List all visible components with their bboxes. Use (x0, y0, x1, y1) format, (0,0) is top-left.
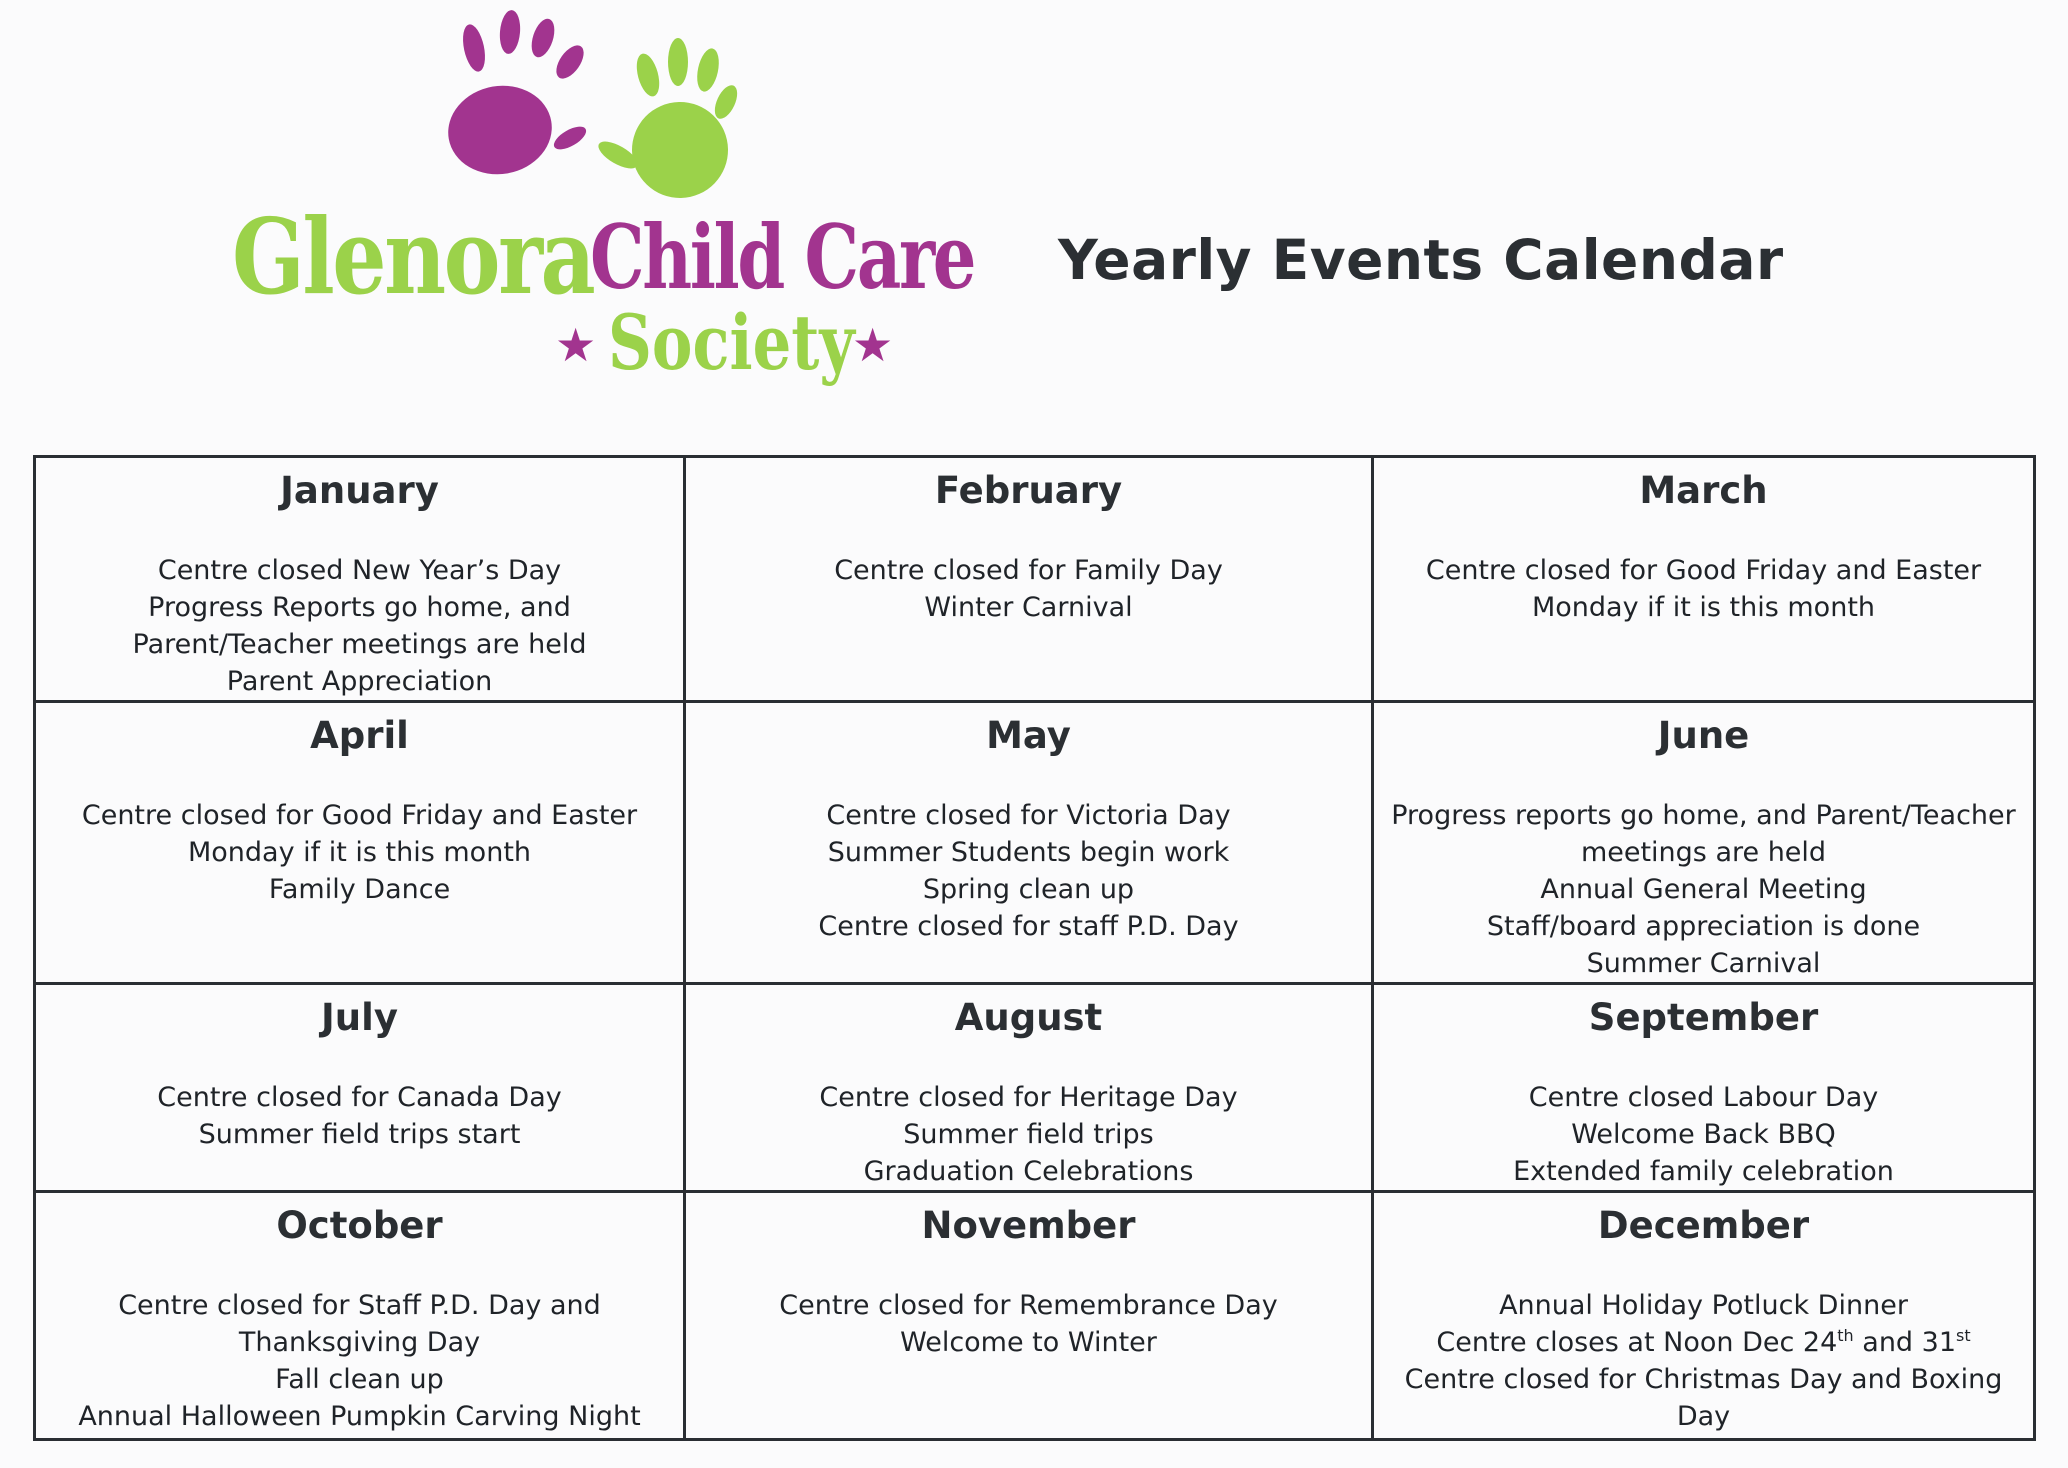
event-item: Progress Reports go home, and Parent/Teacher meetings are held (132, 592, 587, 660)
month-cell-april (35, 702, 685, 984)
event-text: Centre closes at Noon Dec 24 (1436, 1327, 1838, 1358)
event-item: Fall clean up (275, 1364, 444, 1395)
event-item: Centre closed for staff P.D. Day (818, 911, 1239, 942)
calendar-row (35, 984, 2035, 1192)
event-list (1382, 1079, 2025, 1190)
event-list (1382, 1287, 2025, 1435)
event-item: Summer field trips (903, 1119, 1154, 1150)
event-item: Annual Halloween Pumpkin Carving Night (78, 1401, 641, 1432)
month-title: July (321, 996, 398, 1039)
event-item: Summer field trips start (198, 1119, 521, 1150)
event-item: Centre closed for Family Day (834, 555, 1223, 586)
event-item: Winter Carnival (924, 592, 1133, 623)
month-cell-november (685, 1192, 1373, 1440)
ordinal-suffix: st (1956, 1326, 1971, 1345)
event-item: Centre closed for Staff P.D. Day and Thanksgiving Day (118, 1290, 601, 1358)
month-title: October (276, 1204, 443, 1247)
event-list (44, 1079, 675, 1153)
month-cell-december (1373, 1192, 2035, 1440)
event-list (694, 552, 1363, 626)
glenora-logo (0, 0, 1000, 440)
event-list (44, 552, 675, 700)
event-item: Summer Students begin work (827, 837, 1230, 868)
event-list (694, 797, 1363, 945)
event-item: Summer Carnival (1586, 948, 1821, 979)
event-item: Spring clean up (922, 874, 1135, 905)
event-list (1382, 797, 2025, 982)
event-item: Parent Appreciation (226, 666, 493, 697)
month-cell-june (1373, 702, 2035, 984)
event-item: Family Dance (268, 874, 451, 905)
event-list (44, 797, 675, 908)
event-item: Centre closed Labour Day (1528, 1082, 1879, 1113)
ordinal-suffix: th (1837, 1326, 1854, 1345)
logo-glenora-text: Glenora (232, 195, 594, 318)
month-title: March (1639, 469, 1768, 512)
star-icon: ★ (852, 318, 894, 372)
calendar-row (35, 1192, 2035, 1440)
event-list (694, 1079, 1363, 1190)
event-item: Centre closed for Victoria Day (826, 800, 1231, 831)
event-item: Progress reports go home, and Parent/Teacher meetings are held (1391, 800, 2016, 868)
event-text: and 31 (1853, 1327, 1957, 1358)
event-item: Graduation Celebrations (863, 1156, 1194, 1187)
month-cell-october (35, 1192, 685, 1440)
month-cell-february (685, 457, 1373, 702)
month-title: August (954, 996, 1103, 1039)
month-title: February (934, 469, 1123, 512)
event-list (1382, 552, 2025, 626)
month-cell-july (35, 984, 685, 1192)
calendar-row (35, 702, 2035, 984)
event-item: Extended family celebration (1513, 1156, 1894, 1187)
event-item (1382, 1324, 2025, 1361)
month-cell-january (35, 457, 685, 702)
event-item: Centre closed for Heritage Day (819, 1082, 1238, 1113)
event-item: Centre closed New Year’s Day (157, 555, 562, 586)
event-item: Centre closed for Good Friday and Easter Monday if it is this month (1425, 555, 1982, 623)
month-title: September (1588, 996, 1819, 1039)
month-title: December (1597, 1204, 1810, 1247)
logo-society-text: Society (608, 298, 855, 387)
event-item: Centre closed for Christmas Day and Boxing Day (1404, 1364, 2003, 1432)
event-item: Centre closed for Remembrance Day (779, 1290, 1278, 1321)
month-cell-august (685, 984, 1373, 1192)
event-item: Welcome to Winter (900, 1327, 1157, 1358)
month-cell-may (685, 702, 1373, 984)
month-title: May (986, 714, 1071, 757)
month-title: November (921, 1204, 1136, 1247)
event-list (44, 1287, 675, 1435)
event-list (694, 1287, 1363, 1361)
page-title: Yearly Events Calendar (1058, 228, 1784, 292)
event-item: Welcome Back BBQ (1571, 1119, 1836, 1150)
event-item: Annual General Meeting (1540, 874, 1867, 905)
purple-handprint-icon (441, 9, 589, 182)
month-title: April (310, 714, 409, 757)
calendar-row (35, 457, 2035, 702)
green-handprint-icon (594, 38, 741, 206)
event-item: Centre closed for Canada Day (157, 1082, 562, 1113)
event-item: Annual Holiday Potluck Dinner (1499, 1290, 1908, 1321)
logo-childcare-text: Child Care (590, 205, 975, 309)
event-item: Centre closed for Good Friday and Easter Monday if it is this month (81, 800, 638, 868)
month-title: January (280, 469, 439, 512)
month-title: June (1657, 714, 1750, 757)
month-cell-september (1373, 984, 2035, 1192)
event-item: Staff/board appreciation is done (1486, 911, 1921, 942)
star-icon: ★ (555, 318, 597, 372)
month-cell-march (1373, 457, 2035, 702)
events-calendar-table (33, 455, 2036, 1441)
